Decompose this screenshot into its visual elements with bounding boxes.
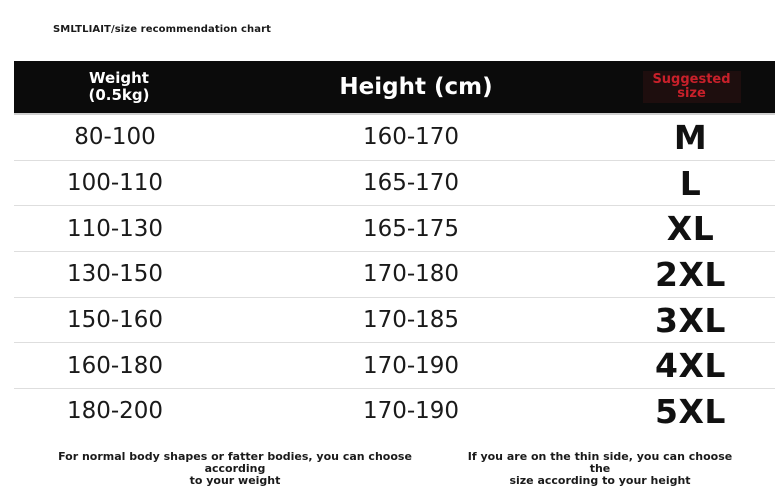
- table-row: [14, 161, 775, 207]
- table-body: [14, 115, 775, 434]
- note-weight-advice: [36, 451, 434, 487]
- cell-size: L: [679, 163, 702, 203]
- cell-weight: 150-160: [66, 307, 164, 334]
- cell-size: 5XL: [655, 391, 726, 431]
- note-height-line2: size according to your height: [509, 474, 691, 487]
- cell-height: 165-175: [362, 215, 460, 242]
- cell-height: 165-170: [362, 170, 460, 197]
- cell-weight: 110-130: [66, 215, 164, 242]
- table-row: [14, 206, 775, 252]
- cell-size: XL: [666, 209, 715, 249]
- cell-height: 160-170: [362, 124, 460, 151]
- note-height-advice: [462, 451, 738, 487]
- note-height-line1: If you are on the thin side, you can choose the: [467, 450, 733, 475]
- table-row: [14, 389, 775, 434]
- size-chart-table: [14, 61, 775, 434]
- header-size-line1: Suggested: [652, 72, 731, 87]
- brand-title: SMLTLIAIT/size recommendation chart: [53, 24, 272, 35]
- table-row: [14, 115, 775, 161]
- note-weight-line2: to your weight: [189, 474, 281, 487]
- table-row: [14, 298, 775, 344]
- cell-size: M: [673, 117, 708, 157]
- table-row: [14, 252, 775, 298]
- header-size-line2: size: [677, 86, 706, 101]
- cell-height: 170-180: [362, 261, 460, 288]
- cell-size: 4XL: [655, 346, 726, 386]
- cell-height: 170-190: [362, 352, 460, 379]
- cell-height: 170-190: [362, 398, 460, 425]
- header-weight-line1: Weight: [89, 69, 149, 87]
- cell-height: 170-185: [362, 307, 460, 334]
- cell-size: 2XL: [655, 254, 726, 294]
- cell-weight: 80-100: [74, 124, 156, 151]
- header-weight-line2: (0.5kg): [88, 86, 150, 104]
- cell-weight: 160-180: [66, 352, 164, 379]
- cell-size: 3XL: [655, 300, 726, 340]
- cell-weight: 130-150: [66, 261, 164, 288]
- table-row: [14, 343, 775, 389]
- header-weight: [14, 70, 224, 104]
- header-suggested-size: [608, 71, 775, 103]
- table-header: [14, 61, 775, 115]
- header-height: Height (cm): [339, 74, 493, 100]
- cell-weight: 180-200: [66, 398, 164, 425]
- cell-weight: 100-110: [66, 170, 164, 197]
- note-weight-line1: For normal body shapes or fatter bodies, you can choose according: [58, 450, 412, 475]
